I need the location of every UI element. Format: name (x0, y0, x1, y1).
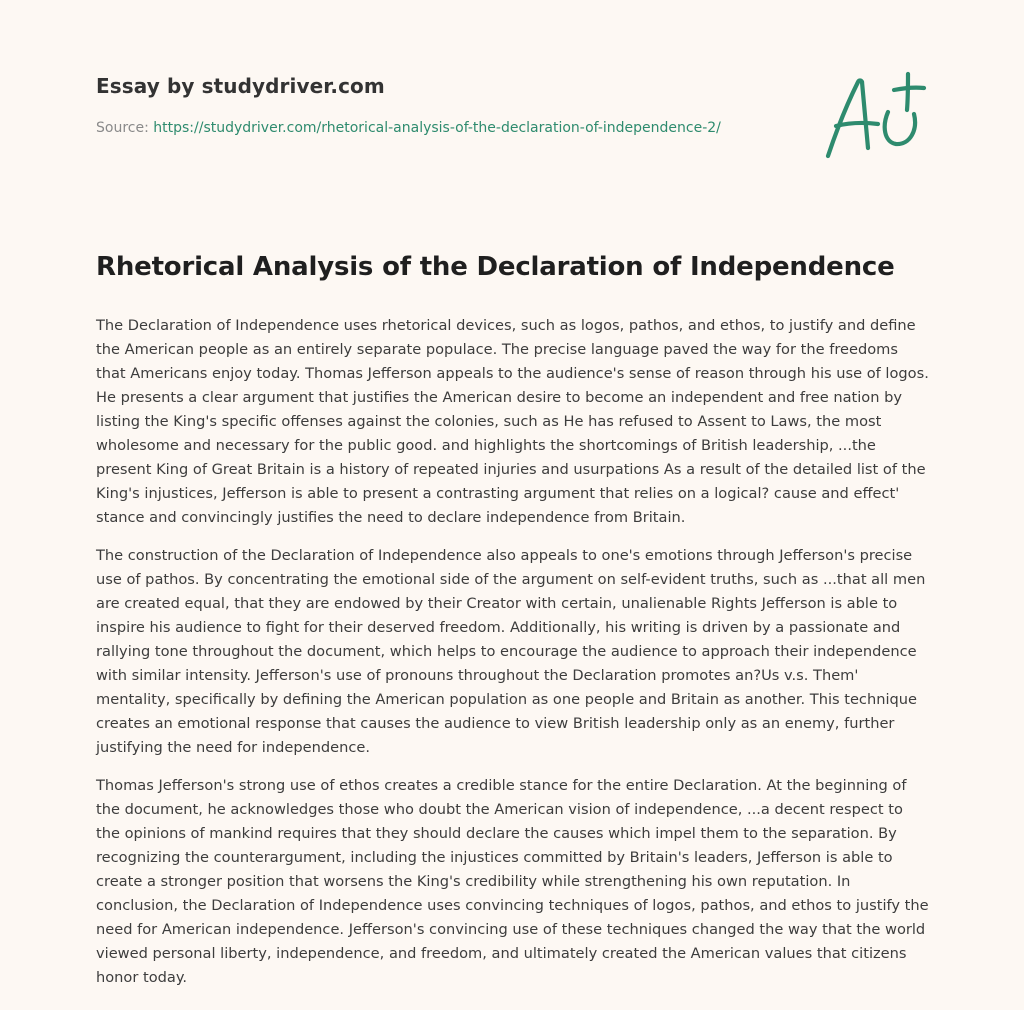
essay-paragraph-2: The construction of the Declaration of Independence also appeals to one's emotions through Jefferson's precise use of pathos. By concentrating the emotional side of the argument on self-evident truths, such as ...that all men are created equal, that they are endowed by their Creator with certain, unalienable Rights Jefferson is able to inspire his audience to fight for their deserved freedom. Additionally, his writing is driven by a passionate and rallying tone throughout the document, which helps to encourage the audience to approach their independence with similar intensity. Jefferson's use of pronouns throughout the Declaration promotes an?Us v.s. Them' mentality, specifically by defining the American population as one people and Britain as another. This technique creates an emotional response that causes the audience to view British leadership only as an enemy, further justifying the need for independence. (96, 547, 926, 756)
source-label: Source: (96, 120, 154, 136)
source-link[interactable]: https://studydriver.com/rhetorical-analysis-of-the-declaration-of-independence-2/ (153, 120, 721, 136)
source-line (96, 120, 816, 136)
essay-body (96, 314, 930, 1004)
brand-title: Essay by studydriver.com (96, 74, 385, 98)
a-plus-icon (822, 68, 928, 164)
header (96, 74, 816, 136)
essay-paragraph-3: Thomas Jefferson's strong use of ethos creates a credible stance for the entire Declaration. At the beginning of the document, he acknowledges those who doubt the American vision of independence, ...a decent respect to the opinions of mankind requires that they should declare the causes which impel them to the separation. By recognizing the counterargument, including the injustices committed by Britain's leaders, Jefferson is able to create a stronger position that worsens the King's credibility while strengthening his own reputation. In conclusion, the Declaration of Independence uses convincing techniques of logos, pathos, and ethos to justify the need for American independence. Jefferson's convincing use of these techniques changed the way that the world viewed personal liberty, independence, and freedom, and ultimately created the American values that citizens honor today. (96, 777, 929, 986)
essay-paragraph-1: The Declaration of Independence uses rhetorical devices, such as logos, pathos, and ethos, to justify and define the American people as an entirely separate populace. The precise language paved the way for the freedoms that Americans enjoy today. Thomas Jefferson appeals to the audience's sense of reason through his use of logos. He presents a clear argument that justifies the American desire to become an independent and free nation by listing the King's specific offenses against the colonies, such as He has refused to Assent to Laws, the most wholesome and necessary for the public good. and highlights the shortcomings of British leadership, ...the present King of Great Britain is a history of repeated injuries and usurpations As a result of the detailed list of the King's injustices, Jefferson is able to present a contrasting argument that relies on a logical? cause and effect' stance and convincingly justifies the need to declare independence from Britain. (96, 317, 929, 526)
essay-title: Rhetorical Analysis of the Declaration of Independence (96, 252, 895, 282)
